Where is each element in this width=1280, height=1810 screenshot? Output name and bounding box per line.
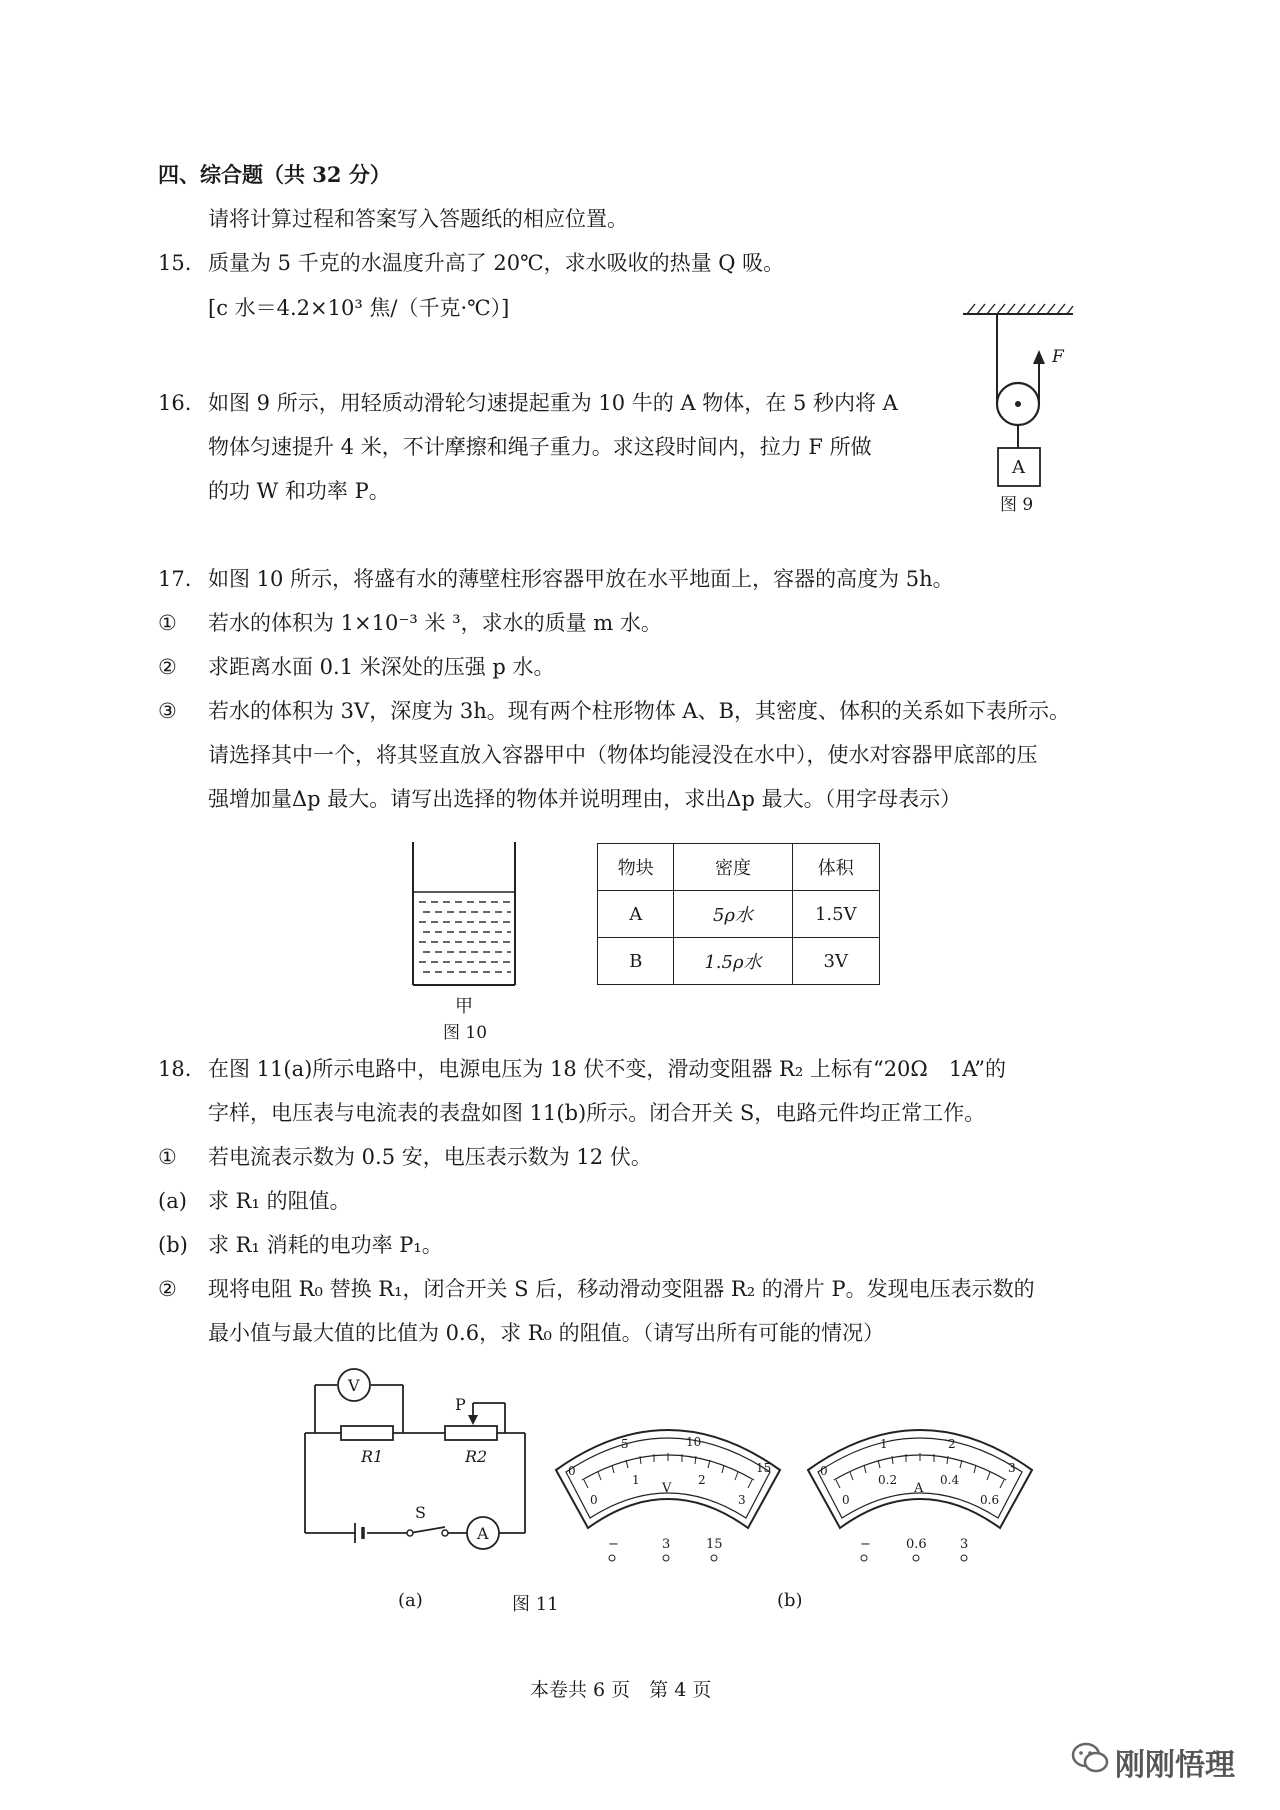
inner-tick: 0.4 (940, 1473, 960, 1487)
table-cell: B (598, 938, 674, 985)
q18-part1-mark: ① (158, 1145, 177, 1169)
q18-part2-line1: 现将电阻 R₀ 替换 R₁，闭合开关 S 后，移动滑动变阻器 R₂ 的滑片 P。发现电压表示数的 (208, 1277, 1035, 1301)
q18-part-b-mark: (b) (158, 1233, 188, 1257)
figure-caption: 图 11 (512, 1594, 559, 1615)
q18-part-a-mark: (a) (158, 1189, 187, 1213)
table-cell: A (598, 891, 674, 938)
outer-tick: 10 (686, 1435, 702, 1449)
table-header-row (598, 844, 880, 891)
figure-10-container (405, 840, 535, 1045)
q18-part2-mark: ② (158, 1277, 177, 1301)
outer-tick: 5 (621, 1437, 629, 1451)
inner-tick: 0.6 (980, 1493, 1000, 1507)
block-label: A (1012, 457, 1025, 478)
inner-tick: 0.2 (878, 1473, 898, 1487)
q16-text-line1: 如图 9 所示，用轻质动滑轮匀速提起重为 10 牛的 A 物体，在 5 秒内将 A (208, 391, 898, 415)
caption-a: (a) (398, 1590, 423, 1611)
watermark-text: 刚刚悟理 (1115, 1748, 1235, 1783)
outer-tick: 1 (880, 1437, 888, 1451)
outer-tick: 15 (756, 1461, 772, 1475)
terminal-label: 0.6 (906, 1537, 927, 1552)
section-title: 四、综合题（共 32 分） (158, 162, 391, 187)
terminal-label: − (860, 1537, 871, 1552)
figure-caption: 图 9 (1000, 495, 1034, 515)
question-number: 16. (158, 391, 192, 415)
property-table (597, 843, 880, 985)
force-label: F (1052, 347, 1064, 367)
q18-part-b: 求 R₁ 消耗的电功率 P₁。 (208, 1233, 443, 1257)
q15-text: 质量为 5 千克的水温度升高了 20℃，求水吸收的热量 Q 吸。 (208, 251, 785, 275)
q15-constant: [c 水＝4.2×10³ 焦/（千克·℃）] (208, 296, 510, 320)
terminal-label: 3 (662, 1537, 671, 1552)
outer-tick: 0 (568, 1464, 576, 1478)
table-cell: 1.5V (792, 891, 880, 938)
meter-unit: A (914, 1481, 924, 1496)
q17-part1-mark: ① (158, 611, 177, 635)
table-row (598, 891, 880, 938)
table-cell: 3V (792, 938, 880, 985)
q18-part-a: 求 R₁ 的阻值。 (208, 1189, 351, 1213)
q17-part2-mark: ② (158, 655, 177, 679)
inner-tick: 1 (632, 1473, 640, 1487)
q17-part2: 求距离水面 0.1 米深处的压强 p 水。 (208, 655, 555, 679)
question-number: 18. (158, 1057, 192, 1081)
slider-label: P (455, 1395, 466, 1414)
figure-11a-circuit (295, 1365, 545, 1560)
inner-tick: 0 (590, 1493, 598, 1507)
table-header: 体积 (792, 844, 880, 891)
table-header: 密度 (674, 844, 792, 891)
voltmeter-dial (548, 1410, 788, 1565)
outer-tick: 0 (820, 1464, 828, 1478)
q17-part3-line3: 强增加量Δp 最大。请写出选择的物体并说明理由，求出Δp 最大。（用字母表示） (208, 787, 962, 811)
terminal-label: − (608, 1537, 619, 1552)
section-instruction: 请将计算过程和答案写入答题纸的相应位置。 (208, 207, 628, 231)
wechat-icon (1070, 1740, 1110, 1780)
outer-tick: 2 (948, 1437, 956, 1451)
terminal-label: 3 (960, 1537, 969, 1552)
q18-part2-line2: 最小值与最大值的比值为 0.6，求 R₀ 的阻值。（请写出所有可能的情况） (208, 1321, 885, 1345)
meter-unit: V (662, 1481, 672, 1496)
q18-part1: 若电流表示数为 0.5 安，电压表示数为 12 伏。 (208, 1145, 652, 1169)
r2-label: R2 (465, 1447, 488, 1466)
q16-text-line3: 的功 W 和功率 P。 (208, 479, 390, 503)
table-row (598, 938, 880, 985)
table-cell: 5ρ水 (674, 891, 792, 938)
q17-intro: 如图 10 所示，将盛有水的薄壁柱形容器甲放在水平地面上，容器的高度为 5h。 (208, 567, 954, 591)
q18-text-line2: 字样，电压表与电流表的表盘如图 11(b)所示。闭合开关 S，电路元件均正常工作。 (208, 1101, 986, 1125)
figure-9-pulley (955, 300, 1085, 520)
page-footer: 本卷共 6 页 第 4 页 (530, 1679, 712, 1701)
container-label: 甲 (455, 996, 473, 1017)
q17-part1: 若水的体积为 1×10⁻³ 米 ³，求水的质量 m 水。 (208, 611, 662, 635)
inner-tick: 2 (698, 1473, 706, 1487)
ammeter-symbol: A (477, 1524, 489, 1543)
outer-tick: 3 (1008, 1461, 1016, 1475)
switch-label: S (415, 1503, 426, 1522)
inner-tick: 3 (738, 1493, 746, 1507)
table-cell: 1.5ρ水 (674, 938, 792, 985)
table-header: 物块 (598, 844, 674, 891)
ammeter-dial (800, 1410, 1040, 1565)
inner-tick: 0 (842, 1493, 850, 1507)
q17-part3-line2: 请选择其中一个，将其竖直放入容器甲中（物体均能浸没在水中），使水对容器甲底部的压 (208, 743, 1038, 767)
question-number: 17. (158, 567, 192, 591)
terminal-label: 15 (706, 1537, 723, 1552)
figure-caption: 图 10 (443, 1023, 488, 1043)
r1-label: R1 (361, 1447, 384, 1466)
q18-text-line1: 在图 11(a)所示电路中，电源电压为 18 伏不变，滑动变阻器 R₂ 上标有“20Ω 1A”的 (208, 1057, 1006, 1081)
voltmeter-symbol: V (348, 1376, 360, 1395)
caption-b: (b) (777, 1590, 803, 1611)
q16-text-line2: 物体匀速提升 4 米，不计摩擦和绳子重力。求这段时间内，拉力 F 所做 (208, 435, 872, 459)
q17-part3-mark: ③ (158, 699, 177, 723)
question-number: 15. (158, 251, 192, 275)
q17-part3-line1: 若水的体积为 3V，深度为 3h。现有两个柱形物体 A、B，其密度、体积的关系如下表所示。 (208, 699, 1071, 723)
